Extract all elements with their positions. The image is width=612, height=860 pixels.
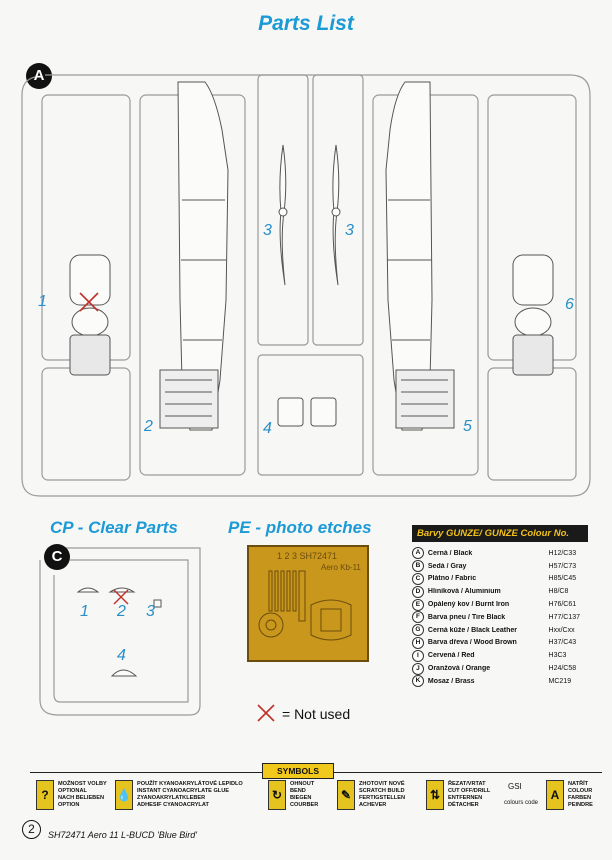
colour-row xyxy=(412,611,594,624)
colour-code: H3C3 xyxy=(548,652,567,660)
colour-code: H37/C43 xyxy=(548,639,577,647)
colour-code: H85/C45 xyxy=(548,575,577,583)
colour-table xyxy=(412,525,594,688)
part-number: 2 xyxy=(117,603,126,620)
colour-row xyxy=(412,585,594,598)
gsi-sub: colours code xyxy=(504,800,539,806)
colour-letter: A xyxy=(412,547,424,559)
photo-etch-fret xyxy=(247,545,369,662)
part-number: 3 xyxy=(345,222,354,239)
part-number: 1 xyxy=(80,603,89,620)
colour-name: Barva dřeva / Wood Brown xyxy=(427,639,517,647)
photo-etches-title: PE - photo etches xyxy=(228,518,372,537)
colour-row xyxy=(412,675,594,688)
symbol-icon: 💧 xyxy=(115,780,133,810)
symbol-text: NATŘÍT COLOUR FARBEN PEINDRE xyxy=(568,781,593,808)
symbols-label: SYMBOLS xyxy=(262,763,334,779)
colour-code: H77/C137 xyxy=(548,613,581,621)
symbol-item xyxy=(36,780,107,810)
colour-letter: J xyxy=(412,663,424,675)
part-number: 4 xyxy=(263,420,272,437)
colour-row xyxy=(412,662,594,675)
colour-letter: I xyxy=(412,650,424,662)
fret-text: 1 2 3 SH72471 xyxy=(277,551,338,561)
colour-letter: K xyxy=(412,675,424,687)
colour-code: Hxx/Cxx xyxy=(548,626,575,634)
colour-row xyxy=(412,573,594,586)
clear-parts-badge: C xyxy=(44,544,70,570)
part-number: 6 xyxy=(565,296,574,313)
page-number: 2 xyxy=(22,820,41,839)
colour-code: H8/C8 xyxy=(548,588,569,596)
colour-row xyxy=(412,637,594,650)
colour-row xyxy=(412,624,594,637)
colour-letter: D xyxy=(412,586,424,598)
fret-parts-drawing xyxy=(249,547,367,660)
symbol-icon: ? xyxy=(36,780,54,810)
colour-table-header: Barvy GUNZE/ GUNZE Colour No. xyxy=(412,525,588,542)
symbol-text: ZHOTOVIT NOVÉ SCRATCH BUILD FERTIGSTELLEN ACHEVER xyxy=(359,781,405,808)
symbol-item xyxy=(268,780,318,810)
colour-name: Oranžová / Orange xyxy=(427,665,491,673)
page-title: Parts List xyxy=(258,12,354,35)
colour-letter: B xyxy=(412,560,424,572)
clear-parts-title: CP - Clear Parts xyxy=(50,518,178,537)
colour-name: Šedá / Gray xyxy=(427,562,467,570)
colour-name: Mosaz / Brass xyxy=(427,677,475,685)
colour-name: Černá / Black xyxy=(427,549,473,557)
colour-code: H57/C73 xyxy=(548,562,577,570)
colour-name: Plátno / Fabric xyxy=(427,575,477,583)
symbol-item xyxy=(426,780,490,810)
symbol-icon: ↻ xyxy=(268,780,286,810)
symbol-item xyxy=(115,780,243,810)
colour-row xyxy=(412,560,594,573)
symbol-icon: ✎ xyxy=(337,780,355,810)
colour-name: Barva pneu / Tire Black xyxy=(427,613,506,621)
part-number: 3 xyxy=(263,222,272,239)
part-number: 3 xyxy=(146,603,155,620)
colour-letter: H xyxy=(412,637,424,649)
part-number: 1 xyxy=(38,293,47,310)
part-number: 4 xyxy=(117,647,126,664)
symbol-text: ŘEZAT/VRTAT CUT OFF/DRILL ENTFERNEN DÉTACHER xyxy=(448,781,491,808)
symbol-text: POUŽÍT KYANOAKRYLÁTOVÉ LEPIDLO INSTANT CYANOACRYLATE GLUE ZYANOAKRYLATKLEBER ADHESIF CYANOACRYLAT xyxy=(137,781,243,808)
colour-name: Černá kůže / Black Leather xyxy=(427,626,517,634)
symbol-item xyxy=(337,780,405,810)
colour-row xyxy=(412,649,594,662)
colour-name: Opálený kov / Burnt Iron xyxy=(427,601,510,609)
symbol-icon: A xyxy=(546,780,564,810)
symbol-text: MOŽNOST VOLBY OPTIONAL NACH BELIEBEN OPTION xyxy=(58,781,107,808)
gsi-label: GSI xyxy=(508,782,522,791)
colour-letter: C xyxy=(412,573,424,585)
symbol-icon: ⇅ xyxy=(426,780,444,810)
colour-code: MC219 xyxy=(548,677,572,685)
footer-title: SH72471 Aero 11 L-BUCD 'Blue Bird' xyxy=(48,830,198,840)
symbol-item xyxy=(546,780,593,810)
colour-letter: G xyxy=(412,624,424,636)
part-number: 5 xyxy=(463,418,472,435)
symbol-text: OHNOUT BEND BIEGEN COURBER xyxy=(290,781,319,808)
colour-letter: E xyxy=(412,599,424,611)
colour-letter: F xyxy=(412,611,424,623)
sprue-a-badge: A xyxy=(26,63,52,89)
not-used-legend: = Not used xyxy=(282,706,351,722)
part-number: 2 xyxy=(144,418,153,435)
colour-code: H76/C61 xyxy=(548,601,577,609)
colour-code: H12/C33 xyxy=(548,549,577,557)
colour-row xyxy=(412,547,594,560)
colour-row xyxy=(412,598,594,611)
colour-name: Hliníková / Aluminium xyxy=(427,588,501,596)
colour-name: Červená / Red xyxy=(427,652,475,660)
fret-subtext: Aero Kb-11 xyxy=(321,563,361,572)
colour-code: H24/C58 xyxy=(548,665,577,673)
